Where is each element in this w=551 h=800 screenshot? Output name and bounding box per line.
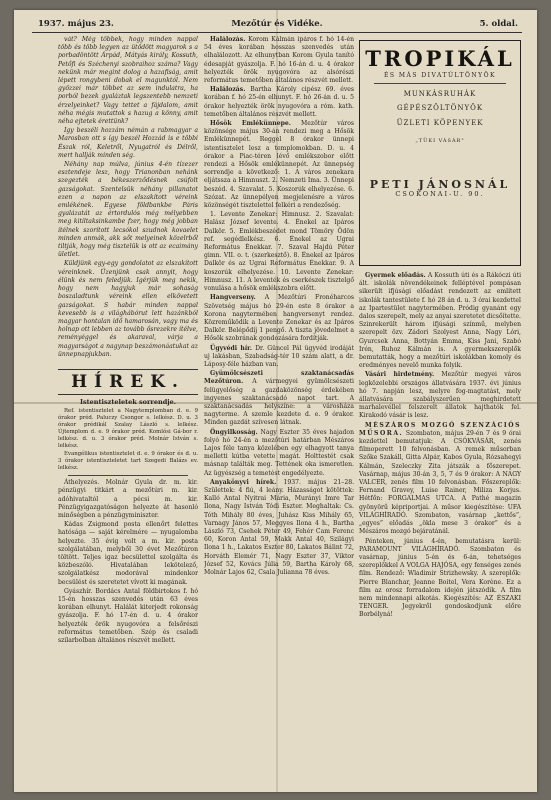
news-item [204,86,354,119]
news-item-title: Hangverseny. [210,294,256,302]
news-item-body: Mezőtúr megyei város legközelebbi országos állatvására 1937. évi június hó 7. napján lesz, melyre fog-magtatást, mely állatvására szabályszerűen meghirdetett marhalevéllel felszerelt állatok hajthatók fel. Kirakodó vásár is lesz. [359,371,521,420]
service-schedule-lutheran: Evangélikus istentisztelet d. e. 9 órakor és d. u. 3 órakor istentiszteletet tart Szegedi Balázs ev. lelkész. [58,451,198,472]
ad-divider [374,83,506,84]
ad-line-workwear: MUNKÁSRUHÁK [403,90,477,99]
ad-title: TROPIKÁL [365,46,515,71]
news-item-body: Korom Kálmán ipáros f. hó 14-én 54 éves korában hosszas szenvedés után elhalálozott. Az elhunytban Korom Gyula tanító édesapját gyászolja. F. hó 16-án d. u. 4 órakor helyezték örök nyugovóra az alsórészi református temetőben általános részvét mellett. [204,36,354,85]
header-rule [32,32,522,33]
news-item-obituary: Gyászhír. Bordács Antal földbirtokos f. hó 15-én hosszas szenvedés után 63 éves korában elhunyt. Halálát kiterjedt rokonság gyászolja. F. hó 17-én d. u. 4 órakor helyezték örök nyugovóra a felsőrészi református temetőben. Szép és csaladi szilarbolban általános részvét mellett. [58,587,198,644]
program-list: 1. Levente Zenekar: Himnusz. 2. Szavalat: Halász József levente. 4. Énekel az Ipáros Dalkör. 5. Emlékbeszédet mond Tömöry Ödön ref. segédlelkész. 6. Énekel az Ugrai Református Énekkar. 7. Szaval Hajdú Péter gimn. VII. o. t. (szerkesztő). 8. Énekel az Ipáros Dalkör és az Ugrai Református Énekkar. 9. A koszorúk elhelyezése. 10. Levente Zenekar: Himnusz. 11. A leventék és cserkészek tisztelgő vonulása a hősök emlékszobra előtt. [204,211,354,293]
ad-line-coats: ÜZLETI KÖPENYEK [396,118,484,127]
header-date: 1937. május 23. [38,19,114,29]
separator [68,475,188,476]
service-schedule-reformed: Ref. istentisztelet a Nagytemplomban d. e. 9 órakor préd. Paluczy Csongor s. lelkész. D. u. 3 órakor prédikál Szalay László s. lelkész. Újtemplom d. e. 9 órakor préd. Komlósi Gá-bor r. lelkész. d. u. 3 órakor préd. Molnár István s. lelkész. [58,408,198,450]
article-paragraph: Igy beszéli hozzám némán a rabmagyar a Marosban ott s így beszél Hozzád is e többi Észak ról, Keletről, Nyugatról és Délről, mert hallják minden ség. [58,127,198,159]
column-middle [204,36,354,784]
news-item-body: Mezőtúr város közönsége május 30-án rendezi meg a Hősök Emlékünnepét. Reggel 8 órakor ünnepi istentisztelet lesz a templomokban. D. u. 4 órakor a Piac-téren lévő emlékszobor előtt rendezi a Hősök emlékünnepét. Az ünnepség sorrendje a következő: 1. A város zenekara eljátssza a Himnuszt. 2. Nemzeti Ima. 3. Ünnepi beszéd. 4. Szavalat. 5. Koszorúk elhelyezése. 6. Szózat. Az ünnepélyen megjelenésre a város közönségét tisztelettel felkéri a rendezőség. [204,120,354,210]
newspaper-page [14,10,537,792]
news-item [204,429,354,478]
news-item-body: Nagy Eszter 35 éves hajadon folyó hó 24-én a mezőtúri határban Mészáros Lajos féle tanya közelében egy elhagyott tanya melletti kútba vetette magát. Holttestét csak másnap találták meg. Tettének oka ismeretlen. Az ügyészség a temetést engedélyezte. [204,428,354,477]
ad-shop-name: PETI JÁNOSNÁL [369,178,511,192]
news-item-title: Gyermek előadás. [365,272,426,279]
news-item [359,272,521,370]
news-item-title: Hősök Emlékünnepe. [210,120,291,128]
ad-line-suits: GÉPÉSZÖLTÖNYÖK [396,104,484,113]
article-paragraph: Küldjünk egy-egy gondolatot az elszakított véreinknek. Üzenjünk csak annyit, hogy élünk és nem feledjük. Igérjük meg nekik, hogy nem hagyjuk már sohaság boszaladtunk véreink ellen elkövetett gazságokat. S habár minden nappal kevesebb is a világhábórut lett hazánkból magyar hontalan idő hamarosán, vagy ma és holnap ott lebben az tovább ősrezekre ítélve, reményéggel és akaraval, várja a magyarságot a nagynap beszámonáatukat az ünnepnapjukban. [58,260,198,358]
header-page-number: 5. oldal. [479,19,518,29]
news-item-body: A Kossuth úti és a Rákóczi úti ált. iskolák növendékeinek felléptével pompásan sikerült ifjúsági előadást rendezett az említett iskolák tantestülete f. hó 28 án d. u. 3 órai kezdettel az Ipartestület nagytermében. Pródig gyanánt egy dalos szerepelt, mely az anyai szeretetet dicsőítette. Szinrekerült három ifjúsági színmű, melyben szerepelt özv. Zádori Szolyest Anna, Nagy Lóri, Gyurcsek Anna, Bottyán Emma, Kiss Jani, Szabó Irén, Ruhoz Kálmán is. A gyermekszereplők bemutatták, hogy a mezőtúri iskolákban komoly és eredményes nevelő munka folyik. [359,272,521,370]
header-title: Mezőtúr és Vidéke. [231,19,323,29]
ad-address: CSOKONAI-U. 90. [395,190,485,199]
news-item [204,294,354,343]
page-header [32,16,522,32]
news-item-title: Öngyilkosság. [210,428,258,436]
news-item [359,371,521,420]
column-right [359,36,521,784]
column-left [58,36,198,784]
ad-subtitle: ÉS MÁS DIVATÚLTÖNYÖK [383,72,497,79]
advertisement-box [359,40,521,266]
ad-tagline: „TÜKI VÁSÁR" [415,137,465,144]
news-item [204,36,354,85]
news-item-title: Halálozás. [210,86,246,94]
news-item-title: Gyümölcsészeti szaktanácsadás Mezőtúron. [204,370,354,386]
news-item-body: A vármegyei gyümölcsészeti felügyelőség a gazdaközönség érdekében ingyenes szaktanácsadó napot tart. A szaktanácsadás helyszíne: a városháza nagyterme. A szemle kezdete d. e. 9 órakor. Minden gazdát szívesen látnak. [204,378,354,427]
article-paragraph: vát? Még többek, hogy minden nappal több és több legyen az ütődött magyarok s a porbadöntött Árpád, Mátyás király, Kossuth, Petőfi és Széchenyi szobraihoz száma? Vagy nekünk már megint dolog a hazafiság, amit lépett rongybeni dobak el magunktól. Nem gyözzei már többet az sem indulatra, ha porból bezek gyaláztak legszentebb nemzeti érzelyeinket? Vagy tettet a fájdalom, amit néha mégis mutattok s hazug a könny, amit néha ejtetek érettünk? [58,36,198,126]
news-item-retirement: Kádas Zsigmond posta ellenőrt felettes hatósága — saját kérelmére — nyugalomba helyezte. 35 évig volt a m. kir. posta szolgálatában, melyből 30 évet Mezőtúron töltött. Teljes igaz becsülettel szolgálta és közbeszóló. Hivatalában lekötelező, szolgálatkész modorával mindenkor becsülést és szeretetet vívott ki magának. [58,521,198,586]
news-item [359,422,521,537]
news-item [204,479,354,577]
news-item-body: Bartha Károly cipész 69. éves korában f. hó 25-én elhunyt. F. hó 26-án d. u. 5 órakor helyezték örök nyugovóra a róm. kath. temetőben általános részvét mellett. [204,86,354,118]
article-paragraph: Néhány nap múlva, június 4-én tízezer esztendeje lesz, hogy Trianonban nehánk szegezték a békeszerződésnek csúfolt gazságokat. Szentelsük néhány pillanatot ezen a napon az elszakított véreink emlékének. Egyese földbankbe Páris gyalázatát az értordulós még mélyebben meg kitiltaksinkambe fzer, hogy még jobban ítélnek szorított lecsókol szudnok kovaelet minden anmák, akk sőt melyeinek közelrből tiltják, hogy még tisztelük is ott az ecaimány ületlet. [58,161,198,259]
news-item-title: Halálozás. [210,36,246,43]
news-section-title: HÍREK. [58,369,198,395]
news-item-title: MÉSZÁROS MOZGÓ SZENZÁCIÓS MŰSORA. [359,421,521,437]
news-item-body: Szombaton, május 29-én 7 és 9 órai kezdettel bemutatjuk: A CSÓKVÁSÁR, zenés filmoperett 10 felvonásban. A remek műsorban Szőke Szakáll, Gitta Alpár, Kabos Gyula, Rózsahegyi Kálmán, Szeleczky Zita játszák a főszerepet. Vasárnap, május 30-án 3, 5, 7 és 9 órakor: A NAGY VALCER, zenés film 10 felvonásban. Főszereplők: Fernand Gravey, Luise Rainer, Miliza Korjus. Hétfőn: FORGALMAS UTCA. A Pathé magazin gyönyörű képriportjai. A műsor kiegészítése: UFA VILÁGHÍRADÓ. Szombaton, vasárnap „kettős”, „egyes” előadás „ökla mese 3 órakor” és a Mészáros mozgó bejáratánál. [359,429,521,536]
service-schedule-heading: Istentiszteletek sorrendje. [79,397,177,406]
news-item-title: Anyakönyvi hírek. [210,478,277,486]
news-item-body: 1937. május 21–28. Születtek: 4 fiú, 4 leány. Házasságot kötöttek: Kalló Antal Nyitrai Mária, Murányi Imre Tar Ilona, Nagy István Tódi Eszter. Meghaltak: Cs. Tóth Mihály 80 éves, Juhász Kiss Mihály 65, Varnagy János 57, Meggyes Ilona 4 h., Bartha László 73, Csehek Péter 49, Fehér Cam Ferenc 60, Koron Antal 59, Makk Antal 40, Szilágyi Ilona 1 h., Lakatos Eszter 80, Lakatos Bálint 72, Horváth Elemér 71, Nagy Eszter 37, Viktor József 52, Kovács Júlia 59, Bartha Károly 68, Molnár Lajos 62, Csala Julianna 78 éves. [204,478,354,576]
news-item [204,120,354,210]
news-item [204,345,354,370]
news-item [204,370,354,427]
news-item-transfer: Áthelyezés. Molnár Gyula dr. m. kir. pénzügyi titkárt a mezőtúri m. kir. adóhivataltól a pécsi m. kir. Pénzügyigazgatóságon helyezte át hasonló minőségben a pénzügyminiszter. [58,479,198,519]
news-item-title: Vásári hirdetmény. [365,371,435,379]
news-item-body: Dr. Güncel Pál ügyvéd irodáját uj lakásban, Szabadság-tér 10 szám alatt, a dr. Láposy-féle házban van. [204,344,354,368]
news-item-body: A Mezőtúri Fronéharcos Szövetség május hó 29-én este 8 órakor a Korona nagytermében hangversenyt rendez. Közreműködik a Levente Zenekar és az Ipáros Dalkör. Belépődíj 1 pengő. A tiszta jövedelmet a Hősök szobrának gondozására fordítják. [204,294,354,343]
news-item-body: Pénteken, június 4-én, bemutatásra kerül: PARAMOUNT VILÁGHÍRADÓ. Szombaton és vasárnap, június 5-én és 6-án, tehetséges szereplőkkel A VOLGA HAJÓSA, egy fenséges zenés film. Rendező: Wladimir Strizhewsky. A szereplők: Pierre Blanchar, Jeanne Boitel, Vera Korène. Ez a film az orosz forradalom idején játszódik. A film nem mindennapi alkotás. Kiegészítés: AZ ÉSZAKI TENGER. Jegyekről gondoskodjunk előre Borbélyná! [359,537,521,619]
news-item-title: Ügyvédi hír. [210,344,252,352]
